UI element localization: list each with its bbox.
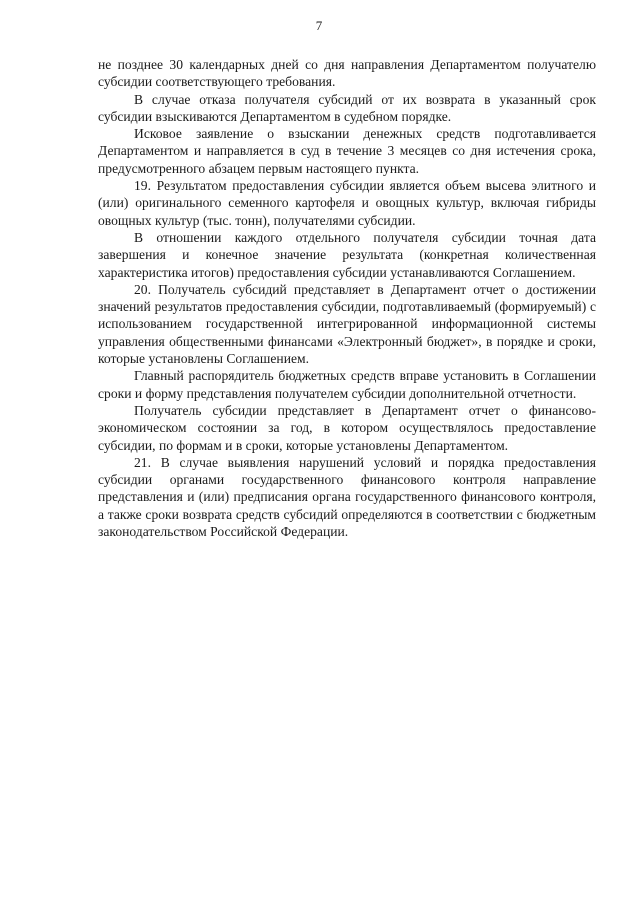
paragraph-item-20: 20. Получатель субсидий представляет в Департамент отчет о достижении значений результатов предоставления субсидии, подготавливаемый (формируемый) с использованием государственной интегрированной информационной системы управления общественными финансами «Электронный бюджет», в порядке и сроки, которые установлены Соглашением.	[98, 281, 596, 367]
paragraph-additional-reporting: Главный распорядитель бюджетных средств вправе установить в Соглашении сроки и форму представления получателем субсидии дополнительной отчетности.	[98, 368, 596, 401]
paragraph-result-date: В отношении каждого отдельного получателя субсидии точная дата завершения и конечное значение результата (конкретная количественная характеристика итогов) предоставления субсидии устанавливаются Соглашением.	[98, 229, 596, 280]
paragraph-continuation: не позднее 30 календарных дней со дня направления Департаментом получателю субсидии соответствующего требования.	[98, 57, 596, 90]
page-number: 7	[315, 18, 323, 33]
paragraph-refusal-recovery: В случае отказа получателя субсидий от их возврата в указанный срок субсидии взыскиваются Департаментом в судебном порядке.	[98, 91, 596, 124]
paragraph-financial-report: Получатель субсидии представляет в Департамент отчет о финансово-экономическом состоянии за год, в котором осуществлялось предоставление субсидии, по формам и в сроки, которые установлены Департаментом.	[98, 402, 596, 453]
paragraph-item-19: 19. Результатом предоставления субсидии является объем высева элитного и (или) оригинального семенного картофеля и овощных культур, включая гибриды овощных культур (тыс. тонн), получателями субсидии.	[98, 178, 596, 228]
paragraph-claim-statement: Исковое заявление о взыскании денежных средств подготавливается Департаментом и направляется в суд в течение 3 месяцев со дня истечения срока, предусмотренного абзацем первым настоящего пункта.	[98, 126, 596, 176]
document-body	[98, 56, 596, 540]
paragraph-item-21: 21. В случае выявления нарушений условий и порядка предоставления субсидии органами государственного финансового контроля направление представления и (или) предписания органа государственного финансового контроля, а также сроки возврата средств субсидий определяются в соответствии с бюджетным законодательством Российской Федерации.	[98, 454, 596, 540]
